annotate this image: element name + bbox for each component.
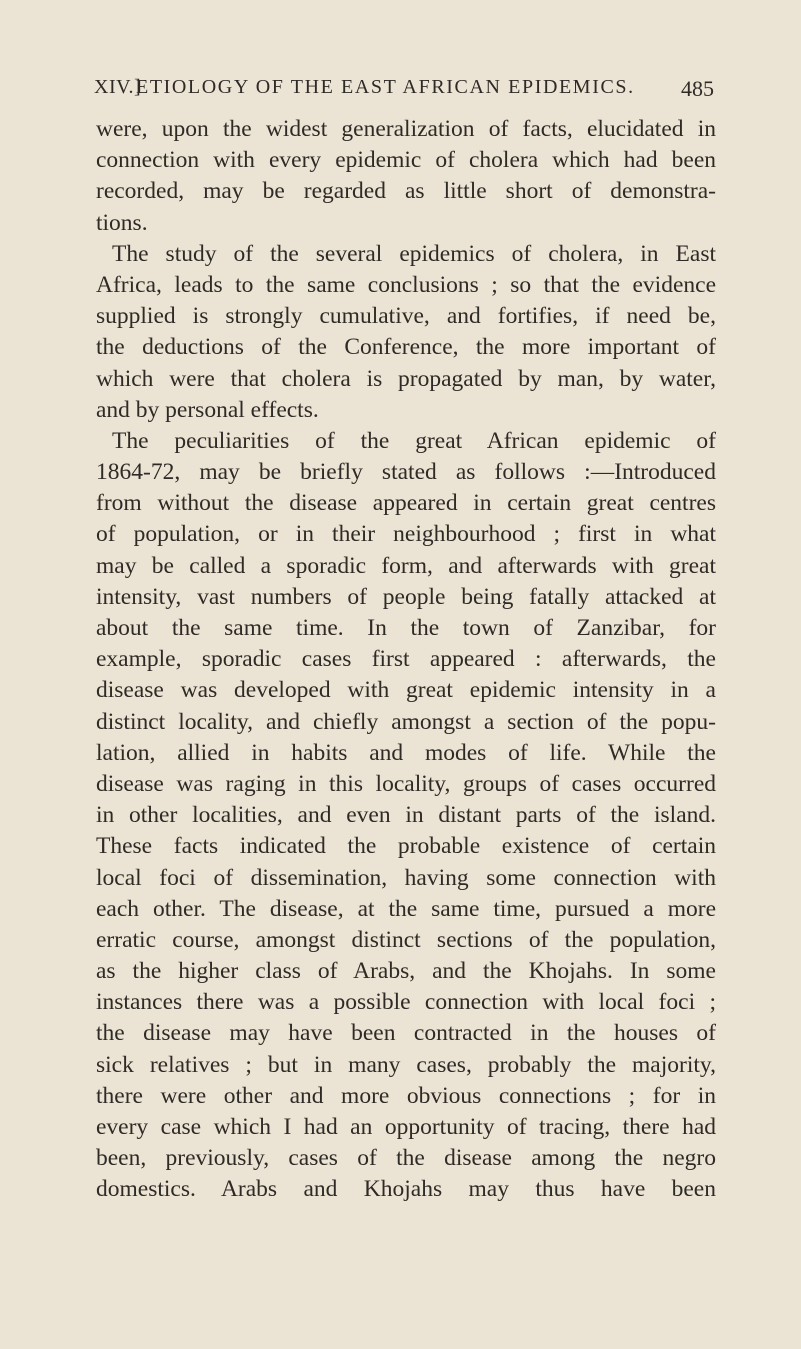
text-line: distinct locality, and chiefly amongst a section of the popu-	[96, 708, 716, 735]
text-line: each other. The disease, at the same time, pursued a more	[96, 895, 716, 922]
running-title: ETIOLOGY OF THE EAST AFRICAN EPIDEMICS.	[136, 76, 635, 98]
text-line: intensity, vast numbers of people being fatally attacked at	[96, 583, 716, 610]
text-line: The study of the several epidemics of cholera, in East	[112, 240, 716, 267]
text-line: These facts indicated the probable existence of certain	[96, 833, 716, 860]
text-line: Africa, leads to the same conclusions ; so that the evidence	[96, 271, 716, 298]
text-line: supplied is strongly cumulative, and fortifies, if need be,	[96, 303, 716, 330]
text-line: instances there was a possible connection with local foci ;	[96, 989, 716, 1016]
text-line: sick relatives ; but in many cases, probably the majority,	[96, 1051, 716, 1078]
text-line: disease was raging in this locality, groups of cases occurred	[96, 770, 716, 797]
text-line: 1864-72, may be briefly stated as follows :—Introduced	[96, 459, 716, 486]
page-number: 485	[681, 76, 714, 101]
text-line: lation, allied in habits and modes of life. While the	[96, 739, 716, 766]
text-line: recorded, may be regarded as little short of demonstra-	[96, 178, 716, 205]
text-line: connection with every epidemic of cholera which had been	[96, 147, 716, 174]
body-text	[96, 114, 716, 1206]
text-line: of population, or in their neighbourhood ; first in what	[96, 521, 716, 548]
text-line: which were that cholera is propagated by man, by water,	[96, 365, 716, 392]
text-line: disease was developed with great epidemic intensity in a	[96, 677, 716, 704]
text-line: domestics. Arabs and Khojahs may thus have been	[96, 1176, 716, 1203]
text-line: every case which I had an opportunity of tracing, there had	[96, 1114, 716, 1140]
text-line: about the same time. In the town of Zanzibar, for	[96, 615, 716, 641]
text-line: erratic course, amongst distinct sections of the population,	[96, 926, 716, 953]
text-line: tions.	[96, 209, 148, 236]
chapter-marker: XIV.]	[94, 76, 142, 98]
text-line: from without the disease appeared in certain great centres	[96, 490, 716, 517]
text-line: were, upon the widest generalization of facts, elucidated in	[96, 116, 716, 142]
running-header	[94, 76, 714, 106]
text-line: The peculiarities of the great African epidemic of	[112, 427, 716, 454]
text-line: there were other and more obvious connections ; for in	[96, 1082, 716, 1109]
text-line: in other localities, and even in distant parts of the island.	[96, 802, 716, 829]
text-line: and by personal effects.	[96, 396, 319, 423]
text-line: the deductions of the Conference, the more important of	[96, 334, 716, 361]
text-line: been, previously, cases of the disease among the negro	[96, 1145, 716, 1172]
text-line: the disease may have been contracted in the houses of	[96, 1020, 716, 1047]
text-line: local foci of dissemination, having some connection with	[96, 864, 716, 891]
text-line: may be called a sporadic form, and afterwards with great	[96, 552, 716, 579]
text-line: as the higher class of Arabs, and the Khojahs. In some	[96, 958, 716, 985]
text-line: example, sporadic cases first appeared : afterwards, the	[96, 646, 716, 673]
